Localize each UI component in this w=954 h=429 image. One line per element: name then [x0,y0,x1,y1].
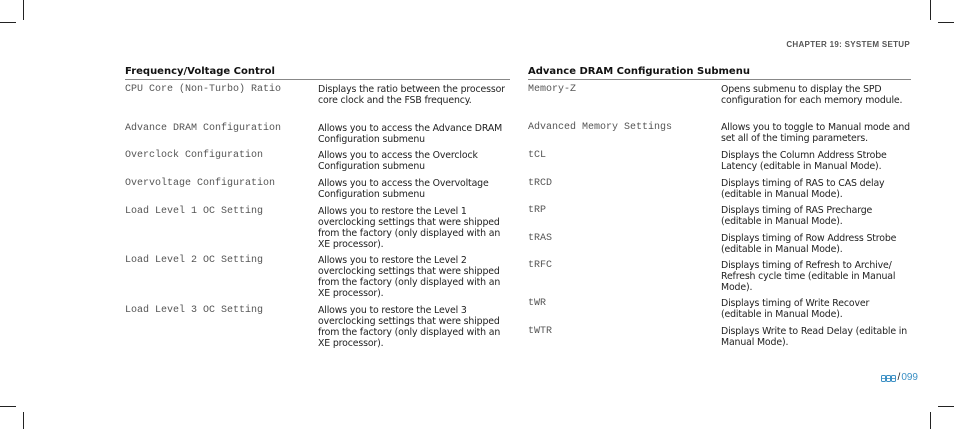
table-row [528,178,911,205]
setting-name: Memory-Z [528,84,577,95]
setting-description: Allows you to restore the Level 3 overclocking settings that were shipped from the factory (only displayed with an XE processor). [318,305,501,349]
setting-name: tRAS [528,233,553,244]
setting-description: Allows you to restore the Level 2 overclocking settings that were shipped from the factory (only displayed with an XE processor). [318,255,501,299]
setting-name: Load Level 3 OC Setting [125,305,264,316]
table-row [528,150,911,178]
table-row [125,206,510,255]
table-row [528,298,911,326]
setting-description: Displays the ratio between the processor core clock and the FSB frequency. [318,84,505,106]
setting-description: Displays the Column Address Strobe Latency (editable in Manual Mode). [721,150,887,172]
setting-description: Displays timing of Write Recover (editable in Manual Mode). [721,298,870,320]
table-row [528,84,911,122]
setting-description: Allows you to access the Overvoltage Configuration submenu [318,178,489,200]
setting-description: Displays timing of Refresh to Archive/ Refresh cycle time (editable in Manual Mode). [721,260,896,293]
crop-mark-tr-v [930,0,931,20]
setting-name: tRCD [528,178,553,189]
crop-mark-tr-h [938,22,954,23]
table-row [125,178,510,206]
setting-name: CPU Core (Non-Turbo) Ratio [125,84,282,95]
section-title: Advance DRAM Configuration Submenu [528,66,911,80]
page-footer [881,372,918,383]
setting-name: Load Level 1 OC Setting [125,206,264,217]
crop-mark-tl-v [23,0,24,20]
advance-dram-section [528,66,911,354]
chapter-header: CHAPTER 19: SYSTEM SETUP [786,40,910,49]
table-row [528,326,911,354]
table-row [528,205,911,233]
table-row [125,150,510,178]
setting-description: Displays timing of RAS to CAS delay (editable in Manual Mode). [721,178,885,200]
table-row [125,305,510,353]
table-row [125,123,510,150]
setting-name: Load Level 2 OC Setting [125,255,264,266]
table-row [528,260,911,298]
page-number: 099 [901,372,918,383]
table-row [125,255,510,305]
frequency-voltage-section [125,66,510,353]
table-row [528,122,911,150]
alienware-logo-icon [881,374,896,383]
table-row [528,233,911,260]
setting-name: Advance DRAM Configuration [125,123,282,134]
crop-mark-br-v [930,412,931,429]
setting-description: Allows you to access the Overclock Configuration submenu [318,150,478,172]
setting-description: Allows you to access the Advance DRAM Configuration submenu [318,123,503,145]
setting-name: tWTR [528,326,553,337]
setting-name: Advanced Memory Settings [528,122,673,133]
setting-description: Displays timing of RAS Precharge (editable in Manual Mode). [721,205,873,227]
setting-name: tCL [528,150,547,161]
setting-name: tRP [528,205,547,216]
setting-name: Overvoltage Configuration [125,178,276,189]
setting-description: Opens submenu to display the SPD configuration for each memory module. [721,84,903,106]
crop-mark-br-h [938,406,954,407]
setting-description: Allows you to restore the Level 1 overclocking settings that were shipped from the factory (only displayed with an XE processor). [318,206,501,250]
setting-description: Allows you to toggle to Manual mode and set all of the timing parameters. [721,122,910,144]
setting-name: tWR [528,298,547,309]
setting-description: Displays timing of Row Address Strobe (editable in Manual Mode). [721,233,897,255]
setting-name: tRFC [528,260,553,271]
crop-mark-bl-v [23,412,24,429]
crop-mark-tl-h [0,22,16,23]
crop-mark-bl-h [0,406,16,407]
table-row [125,84,510,123]
page-separator: / [897,372,901,383]
section-title: Frequency/Voltage Control [125,66,510,80]
setting-name: Overclock Configuration [125,150,264,161]
setting-description: Displays Write to Read Delay (editable in Manual Mode). [721,326,908,348]
